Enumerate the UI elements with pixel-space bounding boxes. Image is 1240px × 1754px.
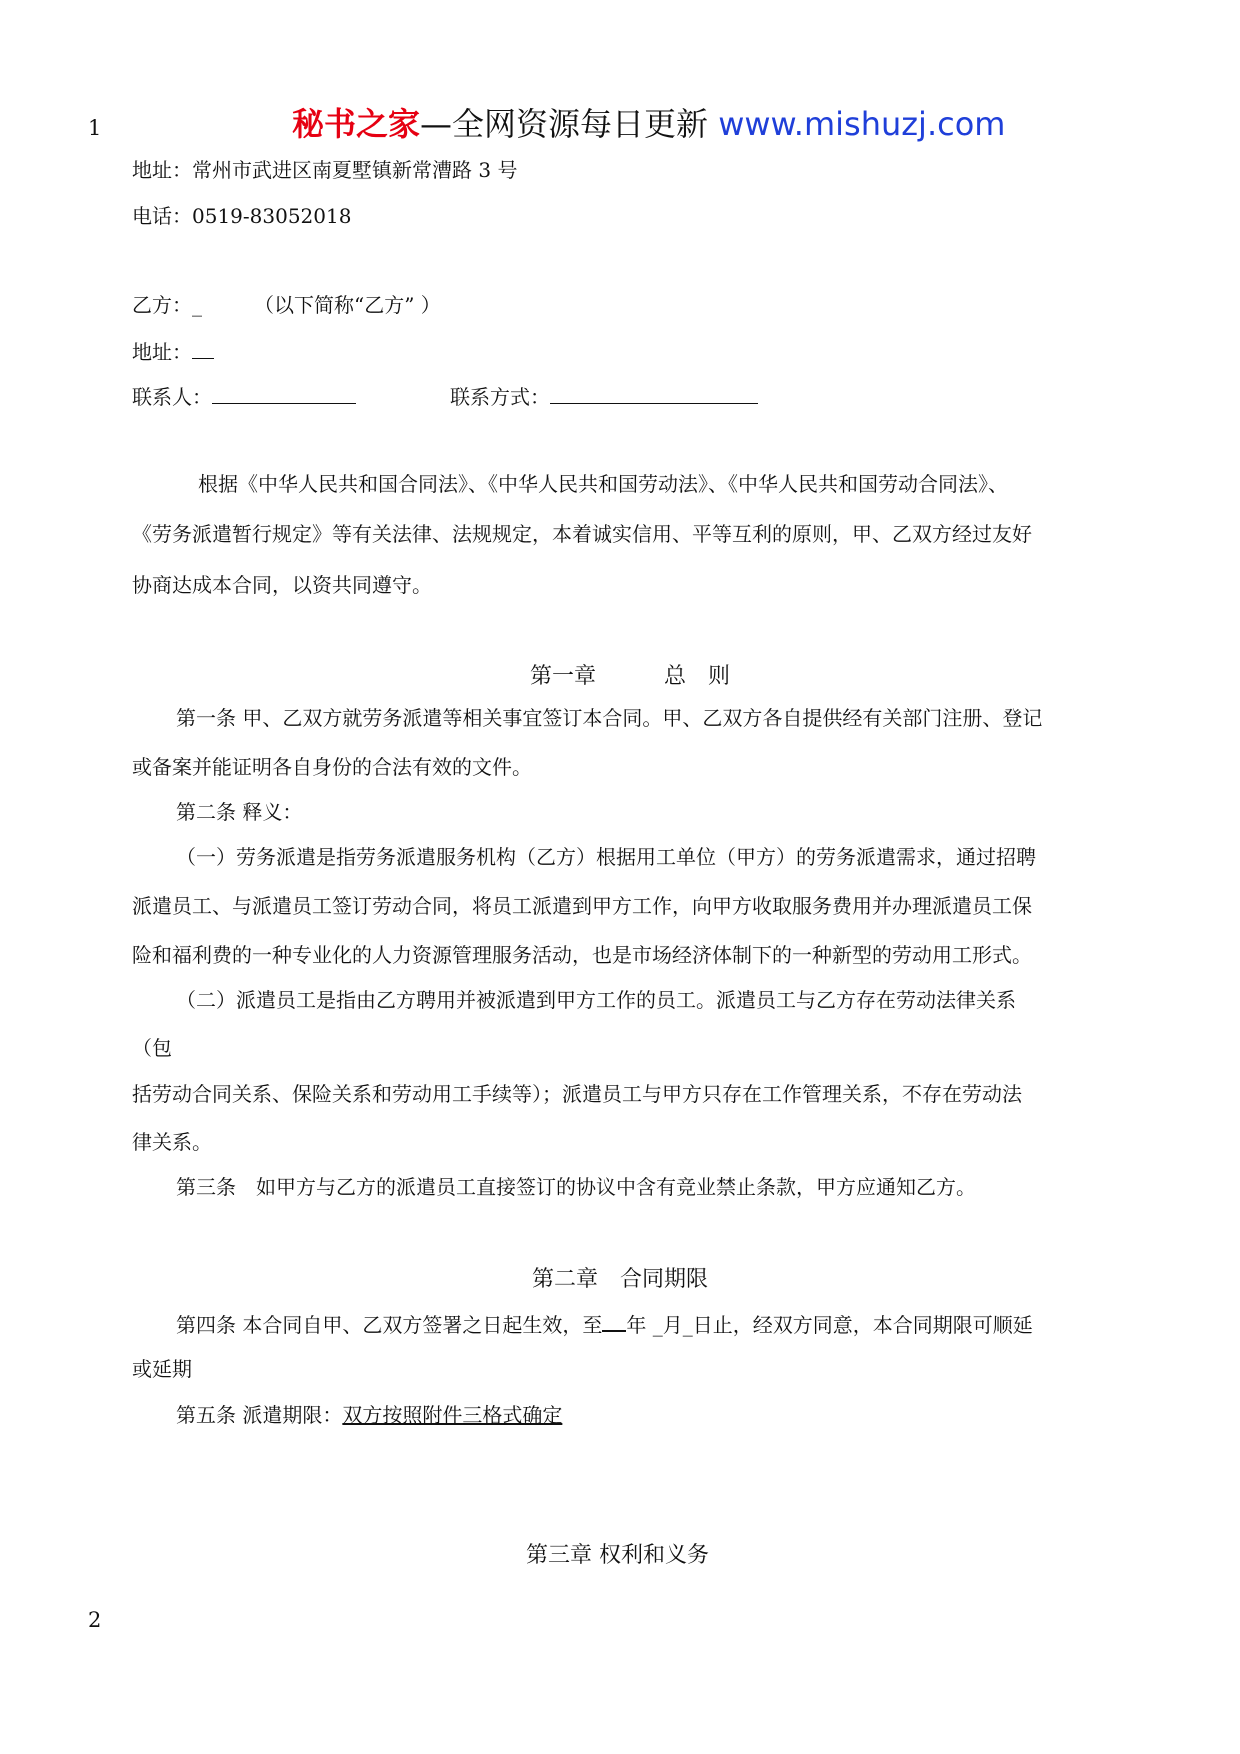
- party-b-address-blank: [192, 338, 214, 359]
- article-2: 第二条 释义：: [176, 800, 303, 824]
- party-b-label: 乙方：_: [132, 293, 202, 317]
- header-banner: [292, 104, 1005, 144]
- item-1-line-2: 派遣员工、与派遣员工签订劳动合同，将员工派遣到甲方工作，向甲方收取服务费用并办理派遣员工保: [132, 894, 1032, 918]
- article-4-year-blank: [602, 1310, 626, 1332]
- article-4-part-b: 年 _月_日止，经双方同意，本合同期限可顺延: [626, 1313, 1033, 1337]
- article-4-line-2: 或延期: [132, 1357, 192, 1381]
- party-a-address: 地址：常州市武进区南夏墅镇新常漕路 3 号: [132, 158, 518, 182]
- item-2-line-2: （包: [132, 1036, 172, 1060]
- article-1-line-1: 第一条 甲、乙双方就劳务派遣等相关事宜签订本合同。甲、乙双方各自提供经有关部门注册、登记: [176, 706, 1043, 730]
- item-2-line-4: 律关系。: [132, 1130, 212, 1154]
- chapter-1-title-right: 总 则: [664, 664, 731, 689]
- preamble-line-2: 《劳务派遣暂行规定》等有关法律、法规规定，本着诚实信用、平等互利的原则，甲、乙双方经过友好: [132, 522, 1032, 546]
- contact-method-blank: [550, 383, 758, 404]
- item-2-line-1: （二）派遣员工是指由乙方聘用并被派遣到甲方工作的员工。派遣员工与乙方存在劳动法律关系: [176, 988, 1016, 1012]
- banner-brand: 秘书之家: [292, 105, 421, 143]
- contact-method-label: 联系方式：: [450, 385, 550, 409]
- article-5-value: 双方按照附件三格式确定: [342, 1403, 563, 1427]
- banner-tagline: —全网资源每日更新: [420, 105, 719, 143]
- article-5: [176, 1403, 562, 1427]
- article-5-label: 第五条 派遣期限：: [176, 1403, 343, 1427]
- banner-url[interactable]: www.mishuzj.com: [718, 105, 1006, 143]
- preamble-line-1: 根据《中华人民共和国合同法》、《中华人民共和国劳动法》、《中华人民共和国劳动合同法》、: [198, 472, 1008, 496]
- article-4-line-1: [176, 1310, 1033, 1337]
- party-b-contact-row: [132, 383, 356, 409]
- line-number-2: 2: [88, 1608, 102, 1632]
- party-a-phone: 电话：0519-83052018: [132, 204, 352, 228]
- article-4-part-a: 第四条 本合同自甲、乙双方签署之日起生效，至: [176, 1313, 603, 1337]
- article-1-line-2: 或备案并能证明各自身份的合法有效的文件。: [132, 755, 532, 779]
- contact-person-blank: [212, 383, 356, 404]
- chapter-3-title: 第三章 权利和义务: [526, 1543, 709, 1568]
- item-1-line-3: 险和福利费的一种专业化的人力资源管理服务活动，也是市场经济体制下的一种新型的劳动用工形式。: [132, 943, 1032, 967]
- party-b-address: [132, 338, 214, 364]
- party-b-line: [132, 293, 441, 317]
- item-2-line-3: 括劳动合同关系、保险关系和劳动用工手续等）；派遣员工与甲方只存在工作管理关系，不存在劳动法: [132, 1082, 1022, 1106]
- line-number-1: 1: [88, 116, 102, 140]
- contact-method: [450, 383, 758, 409]
- chapter-2-title: 第二章 合同期限: [532, 1267, 709, 1292]
- party-b-alias: （以下简称“乙方” ）: [254, 293, 441, 317]
- contact-person-label: 联系人：: [132, 385, 212, 409]
- party-b-address-label: 地址：: [132, 340, 192, 364]
- item-1-line-1: （一）劳务派遣是指劳务派遣服务机构（乙方）根据用工单位（甲方）的劳务派遣需求，通过招聘: [176, 845, 1036, 869]
- preamble-line-3: 协商达成本合同，以资共同遵守。: [132, 573, 432, 597]
- article-3: 第三条 如甲方与乙方的派遣员工直接签订的协议中含有竞业禁止条款，甲方应通知乙方。: [176, 1175, 976, 1199]
- chapter-1-title-left: 第一章: [530, 664, 597, 689]
